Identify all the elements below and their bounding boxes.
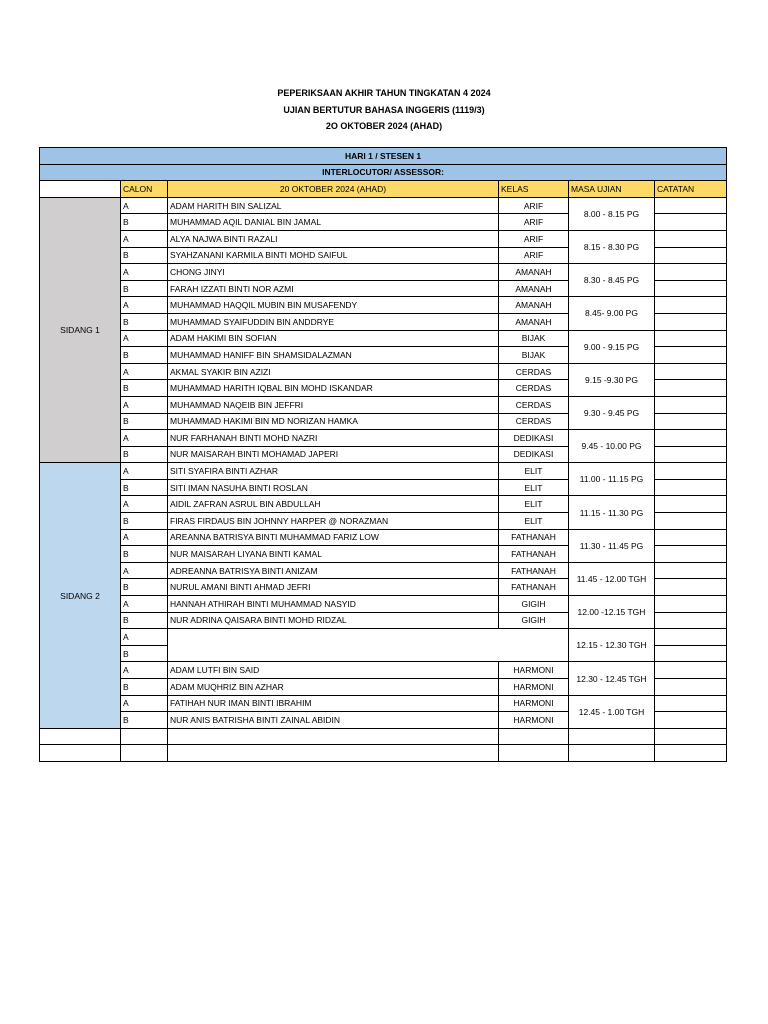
catatan-cell xyxy=(655,280,727,297)
header-blank xyxy=(40,181,121,198)
catatan-cell xyxy=(655,579,727,596)
catatan-cell xyxy=(655,612,727,629)
catatan-cell xyxy=(655,496,727,513)
student-name-cell: HANNAH ATHIRAH BINTI MUHAMMAD NASYID xyxy=(168,596,499,613)
sidang-label: SIDANG 2 xyxy=(40,463,121,729)
table-row xyxy=(40,662,727,679)
empty-cell xyxy=(168,728,499,745)
kelas-cell: FATHANAH xyxy=(499,529,569,546)
kelas-cell: DEDIKASI xyxy=(499,446,569,463)
kelas-cell: ARIF xyxy=(499,214,569,231)
calon-cell: A xyxy=(121,330,168,347)
masa-ujian-cell: 12.00 -12.15 TGH xyxy=(569,596,655,629)
kelas-cell: HARMONI xyxy=(499,695,569,712)
empty-cell xyxy=(121,728,168,745)
student-name-cell: CHONG JINYI xyxy=(168,264,499,281)
kelas-cell: AMANAH xyxy=(499,280,569,297)
student-name-cell: AREANNA BATRISYA BINTI MUHAMMAD FARIZ LOW xyxy=(168,529,499,546)
calon-cell: A xyxy=(121,496,168,513)
calon-cell: B xyxy=(121,280,168,297)
calon-cell: B xyxy=(121,380,168,397)
kelas-cell: AMANAH xyxy=(499,313,569,330)
calon-cell: B xyxy=(121,214,168,231)
kelas-cell: HARMONI xyxy=(499,712,569,729)
kelas-cell: DEDIKASI xyxy=(499,430,569,447)
exam-title: PEPERIKSAAN AKHIR TAHUN TINGKATAN 4 2024 xyxy=(277,88,491,98)
student-name-cell: ADAM HARITH BIN SALIZAL xyxy=(168,197,499,214)
catatan-cell xyxy=(655,463,727,480)
catatan-cell xyxy=(655,297,727,314)
masa-ujian-cell: 11.15 - 11.30 PG xyxy=(569,496,655,529)
calon-cell: B xyxy=(121,679,168,696)
student-name-cell: NUR ANIS BATRISHA BINTI ZAINAL ABIDIN xyxy=(168,712,499,729)
masa-ujian-cell: 11.30 - 11.45 PG xyxy=(569,529,655,562)
calon-cell: B xyxy=(121,313,168,330)
calon-cell: B xyxy=(121,546,168,563)
kelas-cell: FATHANAH xyxy=(499,579,569,596)
calon-cell: A xyxy=(121,463,168,480)
kelas-cell: ARIF xyxy=(499,247,569,264)
empty-cell xyxy=(569,745,655,762)
header-kelas: KELAS xyxy=(499,181,569,198)
empty-row xyxy=(40,745,727,762)
catatan-cell xyxy=(655,446,727,463)
student-name-cell: SYAHZANANI KARMILA BINTI MOHD SAIFUL xyxy=(168,247,499,264)
calon-cell: B xyxy=(121,347,168,364)
catatan-cell xyxy=(655,529,727,546)
catatan-cell xyxy=(655,214,727,231)
empty-cell xyxy=(655,745,727,762)
catatan-cell xyxy=(655,363,727,380)
empty-cell xyxy=(40,745,121,762)
empty-cell xyxy=(569,728,655,745)
table-row xyxy=(40,197,727,214)
masa-ujian-cell: 12.15 - 12.30 TGH xyxy=(569,629,655,662)
kelas-cell: FATHANAH xyxy=(499,546,569,563)
calon-cell: B xyxy=(121,612,168,629)
student-name-cell: SITI SYAFIRA BINTI AZHAR xyxy=(168,463,499,480)
masa-ujian-cell: 8.00 - 8.15 PG xyxy=(569,197,655,230)
masa-ujian-cell: 11.00 - 11.15 PG xyxy=(569,463,655,496)
table-header xyxy=(40,181,727,198)
masa-ujian-cell: 9.30 - 9.45 PG xyxy=(569,396,655,429)
empty-cell xyxy=(40,728,121,745)
calon-cell: B xyxy=(121,479,168,496)
student-name-cell: MUHAMMAD NAQEIB BIN JEFFRI xyxy=(168,396,499,413)
kelas-cell: AMANAH xyxy=(499,297,569,314)
student-name-cell: ADAM MUQHRIZ BIN AZHAR xyxy=(168,679,499,696)
kelas-cell: AMANAH xyxy=(499,264,569,281)
student-name-cell: FARAH IZZATI BINTI NOR AZMI xyxy=(168,280,499,297)
student-name-cell: NURUL AMANI BINTI AHMAD JEFRI xyxy=(168,579,499,596)
empty-cell xyxy=(499,728,569,745)
catatan-cell xyxy=(655,230,727,247)
table-row xyxy=(40,297,727,314)
interlocutor-banner: INTERLOCUTOR/ ASSESSOR: xyxy=(40,164,727,181)
calon-cell: A xyxy=(121,529,168,546)
student-name-cell: MUHAMMAD SYAIFUDDIN BIN ANDDRYE xyxy=(168,313,499,330)
table-row xyxy=(40,695,727,712)
table-row xyxy=(40,330,727,347)
calon-cell: A xyxy=(121,230,168,247)
masa-ujian-cell: 8.45- 9.00 PG xyxy=(569,297,655,330)
empty-cell xyxy=(499,745,569,762)
day-station-banner: HARI 1 / STESEN 1 xyxy=(40,148,727,165)
kelas-cell: CERDAS xyxy=(499,380,569,397)
table-row xyxy=(40,264,727,281)
empty-slot-cell xyxy=(168,629,569,662)
calon-cell: B xyxy=(121,513,168,530)
student-name-cell: AKMAL SYAKIR BIN AZIZI xyxy=(168,363,499,380)
student-name-cell: ADAM LUTFI BIN SAID xyxy=(168,662,499,679)
masa-ujian-cell: 12.45 - 1.00 TGH xyxy=(569,695,655,728)
header-masa: MASA UJIAN xyxy=(569,181,655,198)
header-calon: CALON xyxy=(121,181,168,198)
student-name-cell: SITI IMAN NASUHA BINTI ROSLAN xyxy=(168,479,499,496)
kelas-cell: ELIT xyxy=(499,513,569,530)
table-row xyxy=(40,496,727,513)
catatan-cell xyxy=(655,479,727,496)
kelas-cell: CERDAS xyxy=(499,413,569,430)
student-name-cell: AIDIL ZAFRAN ASRUL BIN ABDULLAH xyxy=(168,496,499,513)
student-name-cell: MUHAMMAD HAQQIL MUBIN BIN MUSAFENDY xyxy=(168,297,499,314)
masa-ujian-cell: 8.15 - 8.30 PG xyxy=(569,230,655,263)
catatan-cell xyxy=(655,662,727,679)
sidang-label: SIDANG 1 xyxy=(40,197,121,463)
student-name-cell: NUR MAISARAH LIYANA BINTI KAMAL xyxy=(168,546,499,563)
student-name-cell: MUHAMMAD AQIL DANIAL BIN JAMAL xyxy=(168,214,499,231)
masa-ujian-cell: 12.30 - 12.45 TGH xyxy=(569,662,655,695)
catatan-cell xyxy=(655,247,727,264)
calon-cell: A xyxy=(121,562,168,579)
kelas-cell: GIGIH xyxy=(499,612,569,629)
header-catatan: CATATAN xyxy=(655,181,727,198)
student-name-cell: ADAM HAKIMI BIN SOFIAN xyxy=(168,330,499,347)
catatan-cell xyxy=(655,513,727,530)
calon-cell: B xyxy=(121,579,168,596)
catatan-cell xyxy=(655,629,727,646)
student-name-cell: MUHAMMAD HARITH IQBAL BIN MOHD ISKANDAR xyxy=(168,380,499,397)
catatan-cell xyxy=(655,347,727,364)
calon-cell: A xyxy=(121,596,168,613)
calon-cell: A xyxy=(121,396,168,413)
kelas-cell: CERDAS xyxy=(499,363,569,380)
empty-cell xyxy=(168,745,499,762)
kelas-cell: BIJAK xyxy=(499,330,569,347)
catatan-cell xyxy=(655,313,727,330)
catatan-cell xyxy=(655,645,727,662)
masa-ujian-cell: 9.15 -9.30 PG xyxy=(569,363,655,396)
student-name-cell: FIRAS FIRDAUS BIN JOHNNY HARPER @ NORAZMAN xyxy=(168,513,499,530)
catatan-cell xyxy=(655,396,727,413)
table-row xyxy=(40,396,727,413)
kelas-cell: ELIT xyxy=(499,496,569,513)
table-row xyxy=(40,430,727,447)
table-row xyxy=(40,363,727,380)
kelas-cell: GIGIH xyxy=(499,596,569,613)
student-name-cell: NUR FARHANAH BINTI MOHD NAZRI xyxy=(168,430,499,447)
schedule-table xyxy=(39,147,727,762)
student-name-cell: MUHAMMAD HAKIMI BIN MD NORIZAN HAMKA xyxy=(168,413,499,430)
calon-cell: A xyxy=(121,363,168,380)
masa-ujian-cell: 9.45 - 10.00 PG xyxy=(569,430,655,463)
masa-ujian-cell: 11.45 - 12.00 TGH xyxy=(569,562,655,595)
empty-row xyxy=(40,728,727,745)
kelas-cell: CERDAS xyxy=(499,396,569,413)
catatan-cell xyxy=(655,712,727,729)
catatan-cell xyxy=(655,197,727,214)
calon-cell: B xyxy=(121,247,168,264)
calon-cell: A xyxy=(121,662,168,679)
header-date: 20 OKTOBER 2024 (AHAD) xyxy=(168,181,499,198)
student-name-cell: NUR MAISARAH BINTI MOHAMAD JAPERI xyxy=(168,446,499,463)
calon-cell: A xyxy=(121,695,168,712)
table-row xyxy=(40,629,727,646)
calon-cell: B xyxy=(121,413,168,430)
calon-cell: A xyxy=(121,430,168,447)
kelas-cell: ARIF xyxy=(499,197,569,214)
exam-subtitle: UJIAN BERTUTUR BAHASA INGGERIS (1119/3) xyxy=(283,104,485,115)
table-row xyxy=(40,562,727,579)
table-row xyxy=(40,230,727,247)
catatan-cell xyxy=(655,596,727,613)
catatan-cell xyxy=(655,330,727,347)
masa-ujian-cell: 9.00 - 9.15 PG xyxy=(569,330,655,363)
document-titles xyxy=(0,85,768,135)
table-row xyxy=(40,529,727,546)
calon-cell: A xyxy=(121,297,168,314)
catatan-cell xyxy=(655,546,727,563)
empty-cell xyxy=(121,745,168,762)
student-name-cell: NUR ADRINA QAISARA BINTI MOHD RIDZAL xyxy=(168,612,499,629)
kelas-cell: FATHANAH xyxy=(499,562,569,579)
catatan-cell xyxy=(655,413,727,430)
calon-cell: B xyxy=(121,446,168,463)
masa-ujian-cell: 8.30 - 8.45 PG xyxy=(569,264,655,297)
catatan-cell xyxy=(655,562,727,579)
calon-cell: A xyxy=(121,629,168,646)
catatan-cell xyxy=(655,679,727,696)
calon-cell: A xyxy=(121,264,168,281)
kelas-cell: ELIT xyxy=(499,463,569,480)
student-name-cell: ADREANNA BATRISYA BINTI ANIZAM xyxy=(168,562,499,579)
table-row xyxy=(40,596,727,613)
kelas-cell: HARMONI xyxy=(499,662,569,679)
catatan-cell xyxy=(655,264,727,281)
kelas-cell: BIJAK xyxy=(499,347,569,364)
calon-cell: A xyxy=(121,197,168,214)
exam-date: 2O OKTOBER 2024 (AHAD) xyxy=(325,121,443,131)
calon-cell: B xyxy=(121,712,168,729)
kelas-cell: HARMONI xyxy=(499,679,569,696)
student-name-cell: FATIHAH NUR IMAN BINTI IBRAHIM xyxy=(168,695,499,712)
kelas-cell: ARIF xyxy=(499,230,569,247)
catatan-cell xyxy=(655,695,727,712)
table-row xyxy=(40,463,727,480)
kelas-cell: ELIT xyxy=(499,479,569,496)
catatan-cell xyxy=(655,380,727,397)
catatan-cell xyxy=(655,430,727,447)
student-name-cell: ALYA NAJWA BINTI RAZALI xyxy=(168,230,499,247)
empty-cell xyxy=(655,728,727,745)
calon-cell: B xyxy=(121,645,168,662)
student-name-cell: MUHAMMAD HANIFF BIN SHAMSIDALAZMAN xyxy=(168,347,499,364)
